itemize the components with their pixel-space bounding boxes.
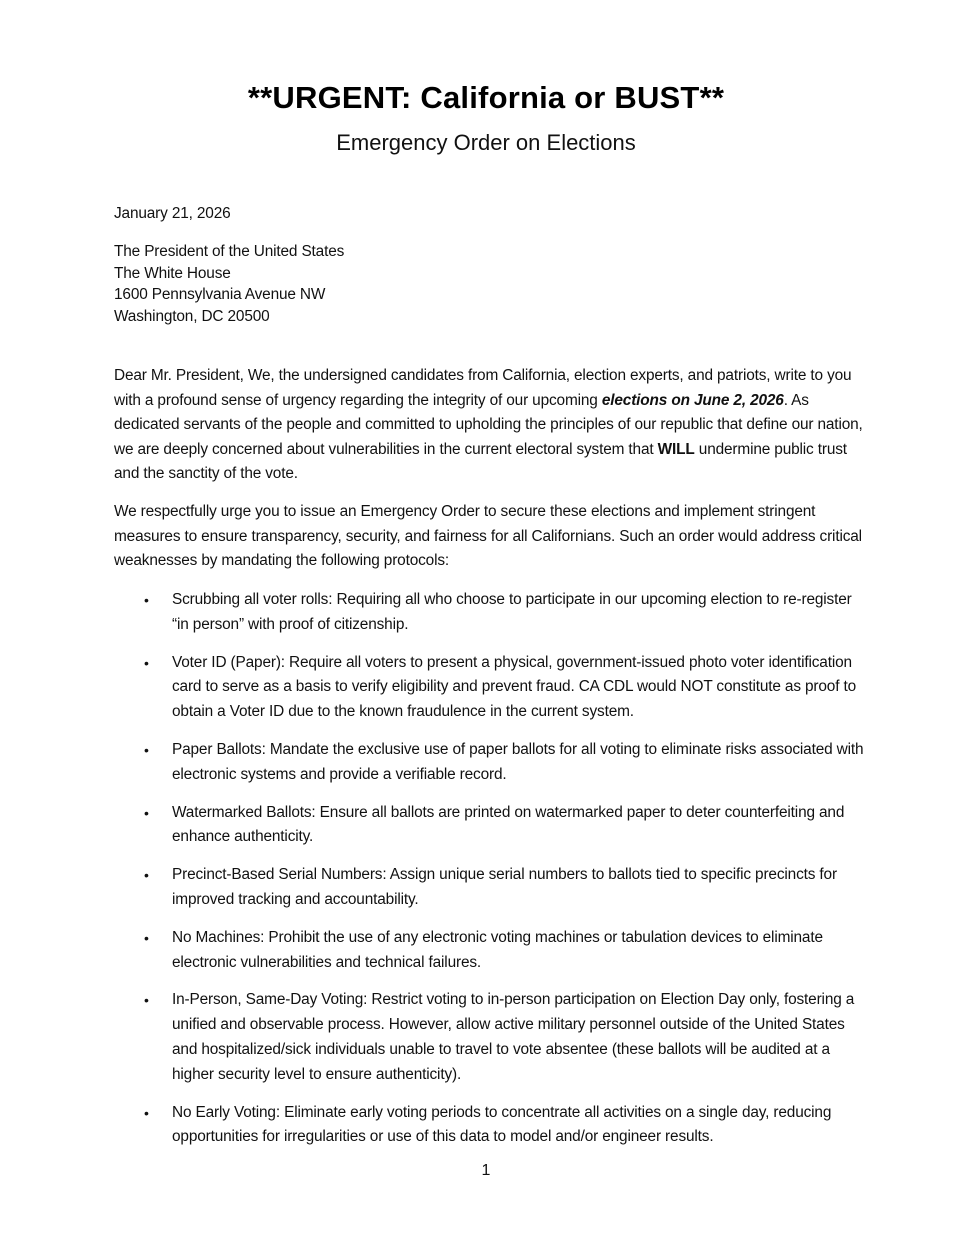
list-item-text: Paper Ballots: Mandate the exclusive use of paper ballots for all voting to eliminate risks associated with electronic systems and provide a verifiable record.: [172, 740, 864, 783]
request-paragraph: We respectfully urge you to issue an Emergency Order to secure these elections and implement stringent measures to ensure transparency, security, and fairness for all Californians. Such an order would address critical weaknesses by mandating the following protocols:: [114, 503, 862, 570]
paragraph-text: . As dedicated servants of the people and committed to upholding the principles of our republic that define our nation, we are deeply concerned about vulnerabilities in the current electoral system that: [114, 391, 863, 458]
list-item-text: No Early Voting: Eliminate early voting periods to concentrate all activities on a single day, reducing opportunities for irregularities or use of this data to model and/or engineer results.: [172, 1103, 832, 1146]
list-item-text: Scrubbing all voter rolls: Requiring all who choose to participate in our upcoming election to re-register “in person” with proof of citizenship.: [172, 591, 852, 633]
bullet-icon: •: [144, 929, 149, 946]
list-item-no-early-voting: [114, 1101, 866, 1151]
list-item-text: Watermarked Ballots: Ensure all ballots are printed on watermarked paper to deter counterfeiting and enhance authenticity.: [172, 803, 845, 846]
recipient-address: [114, 241, 344, 327]
bullet-icon: •: [144, 867, 149, 884]
bullet-icon: •: [144, 1104, 149, 1121]
list-item-voter-rolls: [114, 588, 866, 638]
list-item-text: Precinct-Based Serial Numbers: Assign unique serial numbers to ballots tied to specific precincts for improved tracking and accountability.: [172, 866, 837, 908]
bullet-icon: •: [144, 592, 149, 608]
address-line-city: Washington, DC 20500: [114, 307, 270, 325]
list-item-watermarked-ballots: [114, 801, 866, 851]
list-item-voter-id: [114, 651, 866, 725]
will-emphasis: WILL: [657, 440, 695, 458]
list-item-text: No Machines: Prohibit the use of any electronic voting machines or tabulation devices to eliminate electronic vulnerabilities and technical failures.: [172, 928, 823, 971]
address-line-recipient: The President of the United States: [114, 243, 345, 260]
address-line-street: 1600 Pennsylvania Avenue NW: [114, 286, 326, 303]
salutation-paragraph: [114, 364, 866, 487]
paragraph-text: Dear Mr. President, We, the undersigned candidates from California, election experts, and patriots, write to you with a profound sense of urgency regarding the integrity of our upcoming: [114, 367, 852, 409]
protocols-list: [114, 588, 866, 1163]
bullet-icon: •: [144, 654, 149, 671]
paragraph-text: undermine public trust and the sanctity of the vote.: [114, 440, 847, 483]
list-item-text: Voter ID (Paper): Require all voters to present a physical, government-issued photo voter identification card to serve as a basis to verify eligibility and prevent fraud. CA CDL would NOT constitute as proof to obtain a Voter ID due to the known fraudulence in the current system.: [172, 653, 857, 721]
document-title: **URGENT: California or BUST**: [247, 80, 725, 115]
letter-date: January 21, 2026: [114, 205, 231, 222]
address-line-building: The White House: [114, 264, 231, 282]
list-item-no-machines: [114, 926, 866, 976]
bullet-icon: •: [144, 741, 149, 758]
list-item-text: In-Person, Same-Day Voting: Restrict voting to in-person participation on Election Day only, fostering a unified and observable process. However, allow active military personnel outside of the United States and hospitalized/sick individuals unable to travel to vote absentee (these ballots will be audited at a higher security level to ensure authenticity).: [172, 991, 855, 1083]
election-date-emphasis: elections on June 2, 2026: [601, 391, 784, 409]
list-item-same-day-voting: [114, 988, 866, 1087]
document-subtitle: Emergency Order on Elections: [336, 130, 636, 155]
bullet-icon: •: [144, 992, 149, 1009]
list-item-paper-ballots: [114, 738, 866, 788]
list-item-serial-numbers: [114, 863, 866, 913]
bullet-icon: •: [144, 804, 149, 821]
page-number: 1: [481, 1162, 491, 1179]
